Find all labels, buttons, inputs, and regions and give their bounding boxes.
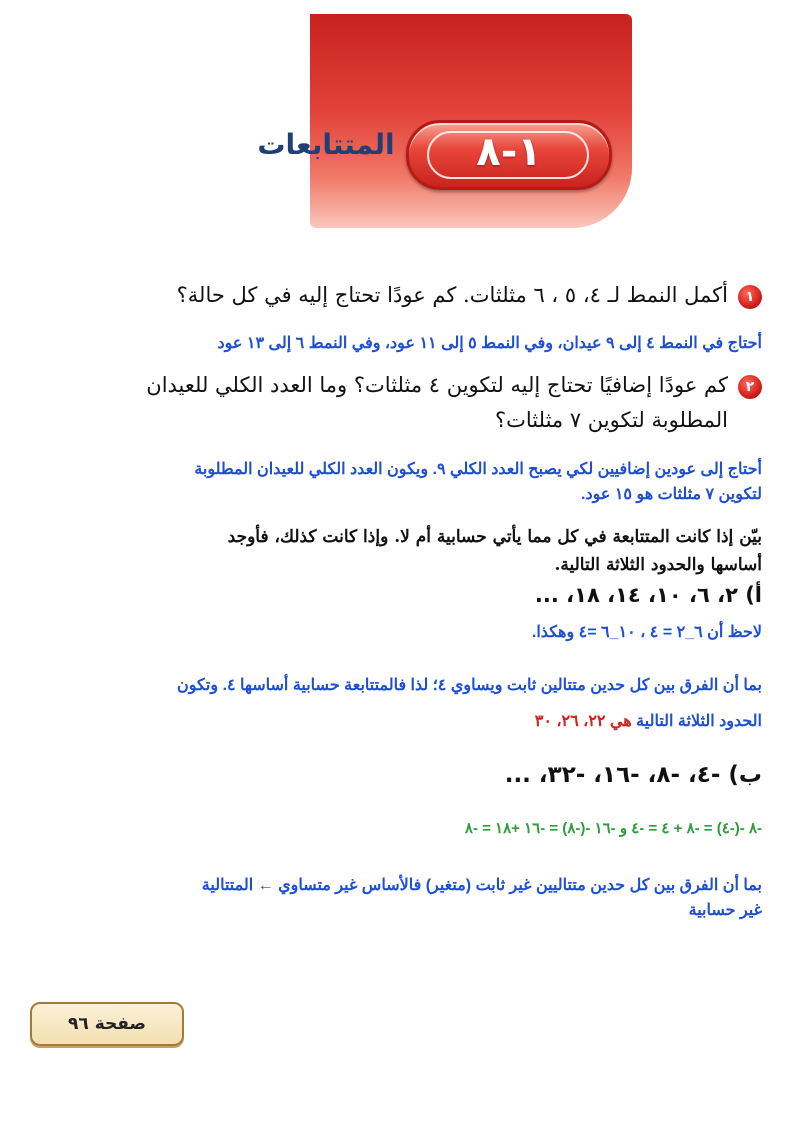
answer-2-line-1: أحتاج إلى عودين إضافيين لكي يصبح العدد الكلي ٩. ويكون العدد الكلي للعيدان المطلوبة xyxy=(194,461,762,478)
instruction-line-2: أساسها والحدود الثلاثة التالية. xyxy=(554,555,762,575)
instruction-line-1: بيّن إذا كانت المتتابعة في كل مما يأتي حسابية أم لا. وإذا كانت كذلك، فأوجد xyxy=(227,527,762,547)
part-a-label: أ) xyxy=(745,583,762,607)
part-a-sequence: ٢، ٦، ١٠، ١٤، ١٨، ... xyxy=(534,583,738,607)
lesson-number: ١-٨ xyxy=(476,129,542,175)
part-b-sequence-line xyxy=(505,760,762,790)
part-a-next-terms: هي ٢٢، ٢٦، ٣٠ xyxy=(534,713,632,730)
part-b-sequence: -٤، -٨، -١٦، -٣٢، ... xyxy=(504,762,721,788)
question-1 xyxy=(177,278,762,312)
question-1-badge: ١ xyxy=(738,285,762,309)
part-a-sequence-line xyxy=(535,580,762,610)
lesson-number-badge xyxy=(406,120,612,190)
question-2-line-2: المطلوبة لتكوين ٧ مثلثات؟ xyxy=(494,408,728,432)
page-title: المتتابعات xyxy=(257,128,395,161)
question-2-line-1 xyxy=(146,368,762,402)
question-2-text-1: كم عودًا إضافيًا تحتاج إليه لتكوين ٤ مثلثات؟ وما العدد الكلي للعيدان xyxy=(146,373,728,397)
part-b-label: ب) xyxy=(728,762,762,788)
part-a-note: لاحظ أن ٦_٢ = ٤ ، ١٠_٦ =٤ وهكذا. xyxy=(531,624,762,641)
part-a-explanation-1: بما أن الفرق بين كل حدين متتالين ثابت ويساوي ٤؛ لذا فالمتتابعة حسابية أساسها ٤. وتكون xyxy=(177,677,762,694)
part-b-work: -٨ -(-٤) = -٨ + ٤ = -٤ و -١٦ -(-٨) = -١٦ +١٨ = -٨ xyxy=(464,820,762,837)
part-b-conclusion-1: بما أن الفرق بين كل حدين متتاليين غير ثابت (متغير) فالأساس غير متساوي ← المتتالية xyxy=(201,877,762,894)
part-a-explanation-2 xyxy=(535,709,762,735)
part-b-conclusion-2: غير حسابية xyxy=(688,902,762,919)
page-number-box xyxy=(30,1002,184,1046)
question-2-badge: ٢ xyxy=(738,375,762,399)
answer-1: أحتاج في النمط ٤ إلى ٩ عيدان، وفي النمط ٥ إلى ١١ عود، وفي النمط ٦ إلى ١٣ عود xyxy=(217,335,762,352)
page-number: صفحة ٩٦ xyxy=(68,1014,146,1034)
question-1-text: أكمل النمط لـ ٤، ٥ ، ٦ مثلثات. كم عودًا تحتاج إليه في كل حالة؟ xyxy=(176,283,728,307)
answer-2-line-2: لتكوين ٧ مثلثات هو ١٥ عود. xyxy=(581,486,762,503)
part-a-explanation-2-prefix: الحدود الثلاثة التالية xyxy=(636,713,762,730)
